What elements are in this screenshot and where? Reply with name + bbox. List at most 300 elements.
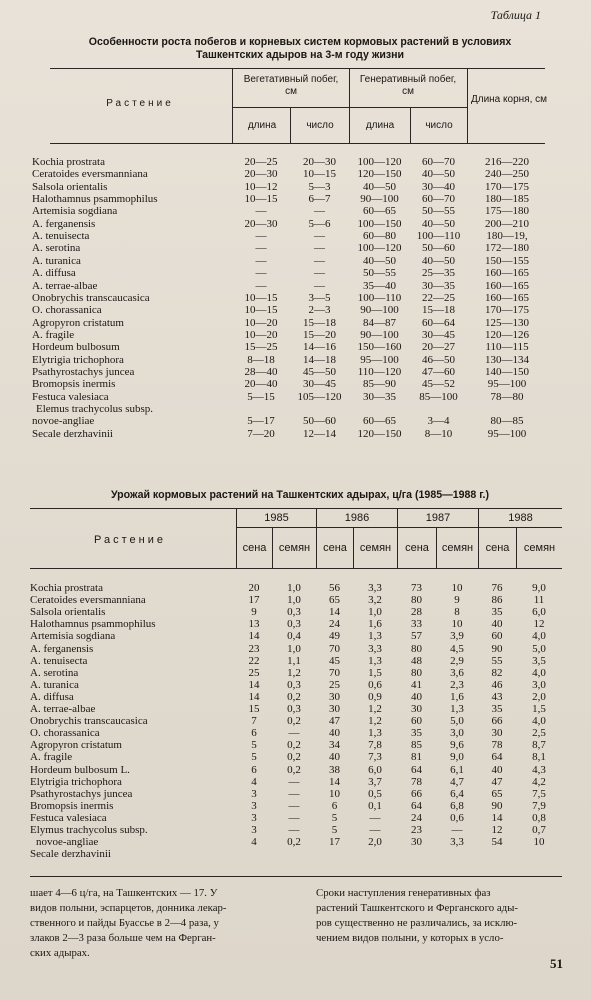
table2-cell: 6,8 (450, 799, 464, 812)
table2-cell: 9 (251, 606, 257, 619)
table2-cell: 33 (411, 618, 422, 631)
plant-name: Kochia prostrata (30, 582, 103, 594)
table-label: Таблица 1 (490, 8, 541, 22)
plant-name: Onobrychis transcaucasica (32, 291, 150, 304)
table2-cell: 1,0 (287, 582, 301, 594)
table2-cell: 30 (329, 690, 340, 703)
table2-row (0, 643, 591, 655)
table2-cell: 46 (491, 678, 503, 691)
table2-cell: 23 (248, 642, 260, 655)
table2-header-plant: Растение (94, 534, 166, 546)
table2-cell: 17 (329, 836, 340, 849)
plant-name: Agropyron cristatum (30, 739, 122, 752)
table2-cell: 64 (411, 799, 422, 812)
table2-cell: 82 (491, 666, 503, 679)
table2-cell: 80 (411, 642, 422, 655)
table2-cell: 70 (329, 642, 340, 655)
plant-name: Halothamnus psammophilus (30, 618, 156, 631)
plant-name: A. ferganensis (30, 642, 94, 655)
table1-cell: — (255, 242, 267, 255)
table2-row (0, 764, 591, 776)
table1-row (0, 304, 591, 316)
table1-cell: 30—45 (422, 328, 455, 341)
table2-row (0, 655, 591, 667)
table1-cell: 90—100 (360, 304, 399, 317)
table1-cell: 30—35 (363, 390, 396, 403)
table1-cell: 160—165 (485, 291, 529, 304)
table2-row (0, 715, 591, 727)
plant-name: Psathyrostachys juncea (30, 787, 133, 800)
table2-cell: 25 (329, 678, 340, 691)
table2-cell: 30 (329, 703, 340, 715)
table1-header-vegetative: Вегетативный побег, см (243, 74, 339, 97)
table1-row (0, 156, 591, 168)
table2-cell: 1,3 (450, 703, 464, 715)
table2-cell: 14 (329, 606, 340, 619)
table2-cell: 8,1 (532, 751, 546, 764)
table1-col-divider (410, 107, 411, 143)
table2-cell: 4,7 (450, 775, 464, 788)
plant-name: novoe-angliae (32, 415, 95, 428)
table2-cell: 14 (491, 811, 503, 824)
table1-cell: 120—150 (357, 427, 402, 440)
table2-cell: 3,3 (450, 836, 464, 849)
table2-sub-seeds: семян (523, 542, 556, 554)
table2-cell: 6,0 (368, 763, 382, 776)
table2-cell: 78 (491, 739, 503, 752)
table2-cell: 0,6 (368, 678, 382, 691)
table2-cell: 64 (491, 751, 503, 764)
footer-left-text (30, 886, 295, 961)
table1-cell: 100—150 (357, 217, 402, 230)
table2-cell: 2,0 (368, 836, 382, 849)
table1-cell: 150—155 (485, 254, 529, 267)
table1-row (0, 292, 591, 304)
table1-row (0, 341, 591, 353)
table1-cell: 8—10 (424, 427, 453, 440)
table2-cell: 22 (248, 654, 260, 667)
table1-cell: 120—150 (357, 168, 402, 181)
table2-cell: 4,0 (532, 630, 546, 643)
table1-cell: 8—18 (247, 353, 275, 366)
plant-name: novoe-angliae (36, 836, 99, 849)
table1-cell: 10—15 (303, 168, 336, 181)
table1-top-rule (50, 68, 545, 69)
table1-cell: 12—14 (303, 427, 336, 440)
table1-col-divider (290, 107, 291, 143)
table2-cell: — (369, 824, 381, 836)
table1-cell: 90—100 (360, 328, 399, 341)
table1-cell: 40—50 (422, 254, 455, 267)
table1-cell: — (255, 279, 267, 292)
table2-sub-hay: сена (323, 542, 347, 554)
table1-cell: 3—5 (308, 291, 331, 304)
table2-cell: 14 (248, 690, 260, 703)
table1-cell: 10—15 (244, 291, 278, 304)
table2-cell: 0,3 (287, 703, 301, 715)
table1-cell: 50—55 (422, 205, 455, 218)
plant-name: A. diffusa (32, 267, 76, 280)
plant-name: Festuca valesiaca (30, 811, 107, 824)
table2-cell: 55 (491, 654, 503, 667)
table1-cell: 22—25 (422, 291, 455, 304)
plant-name: Elytrigia trichophora (30, 775, 122, 788)
table2-cell: 10 (451, 582, 463, 594)
table2-cell: 5 (251, 751, 257, 764)
table1-cell: 10—20 (244, 316, 278, 329)
table2-cell: 90 (491, 642, 503, 655)
table1-row (0, 181, 591, 193)
table2-cell: 30 (411, 703, 422, 715)
table1-row (0, 415, 591, 427)
table2-sub-seeds: семян (359, 542, 392, 554)
table1-cell: 30—40 (422, 180, 455, 193)
text-line: Сроки наступления генеративных фаз (316, 887, 491, 899)
table2-cell: 6,4 (450, 787, 464, 800)
table1-row (0, 378, 591, 390)
table2-cell: 40 (411, 690, 422, 703)
text-line: ров существенно не различались, за исклю- (316, 917, 518, 929)
table2-cell: 1,3 (368, 727, 382, 740)
table2-cell: 56 (329, 582, 340, 594)
table2-cell: 3,3 (368, 582, 382, 594)
table1-col-divider (349, 68, 350, 143)
table1-cell: 50—60 (422, 242, 455, 255)
table1-cell: 80—85 (490, 415, 524, 428)
plant-name: A. turanica (32, 254, 81, 267)
table2-cell: 7 (251, 715, 257, 728)
table1-cell: 40—50 (363, 254, 396, 267)
table1-cell: 100—120 (357, 156, 402, 168)
table2-cell: — (288, 775, 300, 788)
table2-cell: 60 (411, 715, 422, 728)
table2-cell: 7,9 (532, 799, 546, 812)
table1-cell: 10—12 (244, 180, 278, 193)
table1-cell: 170—175 (485, 180, 529, 193)
table2-row (0, 848, 591, 860)
table1-header-rule (50, 143, 545, 144)
table2-cell: 5 (331, 811, 338, 824)
table2-cell: 7,8 (368, 739, 382, 752)
table1-cell: 120—126 (485, 328, 529, 341)
table1-cell: 100—120 (357, 242, 402, 255)
table2-top-rule (30, 508, 562, 509)
plant-name: Ceratoides eversmanniana (32, 168, 148, 181)
table2-header-rule (30, 568, 562, 569)
table2-cell: 30 (491, 727, 503, 740)
table2-cell: 0,8 (532, 811, 546, 824)
table1-cell: 15—18 (422, 304, 455, 317)
table1-cell: 60—70 (422, 156, 455, 168)
table2-row (0, 776, 591, 788)
table2-cell: 4,0 (532, 715, 546, 728)
table2-cell: 4 (251, 775, 257, 788)
table2-cell: 3 (251, 787, 257, 800)
table1-row (0, 428, 591, 440)
plant-name: Salsola orientalis (32, 180, 108, 193)
table2-cell: 1,5 (532, 703, 546, 715)
plant-name: Kochia prostrata (32, 156, 105, 168)
table2-row (0, 788, 591, 800)
table2-cell: 8,7 (532, 739, 546, 752)
table2-cell: 0,2 (287, 690, 301, 703)
table2-cell: 6,0 (532, 606, 546, 619)
table1-header-plant: Растение (106, 98, 174, 109)
table1-cell: — (255, 254, 267, 267)
table1-cell: — (255, 205, 267, 218)
table2-sub-seeds: семян (278, 542, 311, 554)
table2-cell: 24 (329, 618, 340, 631)
plant-name: A. serotina (30, 666, 79, 679)
plant-name: A. tenuisecta (30, 654, 88, 667)
table2-cell: 3,0 (532, 678, 546, 691)
table2-cell: 1,3 (368, 630, 382, 643)
table1-cell: — (314, 254, 325, 267)
table2-cell: 4 (251, 836, 257, 849)
table1-cell: — (314, 230, 325, 243)
table2-cell: 3 (251, 824, 257, 836)
table2-cell: 1,0 (287, 594, 301, 607)
table1-row (0, 366, 591, 378)
table2-cell: 13 (248, 618, 260, 631)
table1-cell: 60—65 (363, 205, 396, 218)
footer-right-text (316, 886, 566, 946)
table1-cell: 60—70 (422, 193, 455, 206)
table1-cell: 85—90 (363, 378, 396, 391)
table2-sub-hay: сена (242, 542, 267, 554)
table2-cell: 0,2 (287, 739, 301, 752)
table1-cell: 125—130 (485, 316, 529, 329)
table2-cell: 6 (331, 799, 338, 812)
table2-header-year-1985: 1985 (264, 512, 289, 524)
table1-cell: — (314, 205, 325, 218)
table2-header-year-1988: 1988 (508, 512, 533, 524)
table1-cell: 10—15 (244, 304, 278, 317)
table1-cell: 15—25 (244, 341, 278, 354)
table2-cell: 0,5 (368, 787, 382, 800)
table1-cell: 200—210 (485, 217, 529, 230)
table2-row (0, 824, 591, 836)
table1-cell: 40—50 (422, 217, 455, 230)
table1-cell: 160—165 (485, 279, 529, 292)
table2-cell: 0,6 (450, 811, 464, 824)
plant-name: A. turanica (30, 678, 79, 691)
table2-cell: 34 (329, 739, 340, 752)
table1-cell: 14—18 (303, 353, 336, 366)
table2-cell: 2,0 (532, 690, 546, 703)
table1-cell: 172—180 (485, 242, 529, 255)
table2-cell: 0,3 (287, 606, 301, 619)
table2-cell: 4,0 (532, 666, 546, 679)
table1-title (50, 36, 550, 62)
table2-cell: 1,1 (287, 654, 301, 667)
table1-row (0, 218, 591, 230)
plant-name: O. chorassanica (30, 727, 100, 740)
table1-row (0, 255, 591, 267)
plant-name: A. fragile (32, 328, 75, 341)
table2-cell: 5 (331, 824, 338, 836)
table2-row (0, 606, 591, 618)
plant-name: Bromopsis inermis (32, 378, 116, 391)
table2-bottom-rule (30, 876, 562, 877)
plant-name: A. serotina (32, 242, 81, 255)
table2-cell: 45 (329, 654, 340, 667)
table1-row (0, 242, 591, 254)
table2-cell: 0,2 (287, 836, 301, 849)
table2-cell: 10 (329, 787, 340, 800)
table1-cell: 45—52 (422, 378, 455, 391)
plant-name: Halothamnus psammophilus (32, 193, 158, 206)
table2-row (0, 836, 591, 848)
table2-cell: 4,5 (450, 642, 464, 655)
table1-cell: 5—15 (247, 390, 275, 403)
table1-col-divider (467, 68, 468, 143)
table1-cell: 20—30 (244, 217, 278, 230)
table1-cell: 35—40 (363, 279, 396, 292)
plant-name: Festuca valesiaca (32, 390, 109, 403)
table1-cell: — (314, 242, 325, 255)
table2-cell: 0,2 (287, 715, 301, 728)
table1-cell: 60—65 (363, 415, 396, 428)
table2-cell: 86 (491, 594, 503, 607)
table2-cell: 65 (329, 594, 340, 607)
table1-cell: 20—27 (422, 341, 455, 354)
table1-cell: 90—100 (360, 193, 399, 206)
table2-cell: 12 (533, 618, 545, 631)
table2-cell: 66 (491, 715, 503, 728)
table2-cell: — (288, 727, 300, 740)
table1-cell: 3—4 (427, 415, 450, 428)
table1-cell: — (314, 267, 325, 280)
table2-sub-hay: сена (405, 542, 429, 554)
table1-row (0, 168, 591, 180)
table1-cell: 5—6 (308, 217, 331, 230)
table1-cell: 46—50 (422, 353, 455, 366)
table2-row (0, 812, 591, 824)
table2-cell: 4,2 (532, 775, 546, 788)
table2-cell: 2,3 (450, 678, 464, 691)
plant-name: A. terrae-albae (30, 703, 96, 715)
plant-name: Elemus trachycolus subsp. (36, 403, 154, 415)
table1-cell: 40—50 (422, 168, 455, 181)
table2-row (0, 703, 591, 715)
table1-cell: 180—19, (486, 230, 528, 243)
table1-row (0, 280, 591, 292)
table1-header-root: Длина корня, см (470, 94, 548, 105)
table1-cell: 180—185 (485, 193, 529, 206)
table1-cell: 50—55 (363, 267, 396, 280)
table2-cell: 40 (491, 618, 503, 631)
table2-cell: 12 (491, 824, 503, 836)
table1-row (0, 354, 591, 366)
table1-cell: 5—17 (247, 415, 275, 428)
table2-cell: 49 (329, 630, 340, 643)
table1-title-line1: Особенности роста побегов и корневых систем кормовых растений в условиях (88, 36, 512, 48)
table2-row (0, 800, 591, 812)
table2-cell: 60 (491, 630, 503, 643)
table2-cell: 80 (411, 594, 422, 607)
table2-cell: 57 (411, 630, 422, 643)
text-line: чением видов полыни, у которых в усло- (316, 932, 504, 944)
plant-name: Salsola orientalis (30, 606, 106, 619)
page-number: 51 (550, 956, 563, 971)
table1-cell: 28—40 (244, 365, 278, 378)
table1-row (0, 317, 591, 329)
table2-header-year-1986: 1986 (344, 512, 370, 524)
table1-cell: 15—20 (303, 328, 336, 341)
table2-cell: 1,0 (287, 642, 301, 655)
table2-cell: 65 (491, 787, 503, 800)
table2-cell: 1,6 (450, 690, 464, 703)
plant-name: Hordeum bulbosum (32, 341, 120, 354)
table1-cell: 150—160 (357, 341, 402, 354)
table2-cell: 90 (491, 799, 503, 812)
table1-row (0, 193, 591, 205)
table2-cell: 0,1 (368, 799, 382, 812)
table2-cell: 30 (411, 836, 422, 849)
table2-cell: 3,3 (368, 642, 382, 655)
table2-cell: 5 (251, 739, 257, 752)
table2-cell: 81 (411, 751, 422, 764)
table2-cell: 73 (411, 582, 422, 594)
plant-name: A. tenuisecta (32, 230, 90, 243)
table2-cell: 1,2 (368, 703, 382, 715)
table2-row (0, 594, 591, 606)
table2-row (0, 582, 591, 594)
table2-row (0, 691, 591, 703)
table2-row (0, 618, 591, 630)
table2-cell: 1,0 (368, 606, 382, 619)
plant-name: Secale derzhavinii (32, 427, 113, 440)
table2-sub-hay: сена (485, 542, 510, 554)
table2-cell: 3,2 (368, 594, 382, 607)
table2-cell: 8 (454, 606, 460, 619)
table1-cell: 7—20 (247, 427, 275, 440)
table2-cell: 78 (411, 775, 422, 788)
table2-row (0, 667, 591, 679)
table2-row (0, 751, 591, 763)
table2-cell: 0,4 (287, 630, 301, 643)
table1-cell: 160—165 (485, 267, 529, 280)
table1-row (0, 205, 591, 217)
table2-cell: 0,2 (287, 763, 301, 776)
plant-name: Psathyrostachys juncea (32, 365, 135, 378)
plant-name: Artemisia sogdiana (32, 205, 118, 218)
table1-cell: 15—18 (303, 316, 336, 329)
table2-header-year-1987: 1987 (425, 512, 451, 524)
text-line: злаков 2—3 раза больше чем на Ферган- (30, 932, 216, 944)
table1-cell: 78—80 (490, 390, 524, 403)
text-line: растений Ташкентского и Ферганского ады- (316, 902, 518, 914)
table2-cell: 25 (248, 666, 260, 679)
table2-cell: 35 (411, 727, 422, 740)
table1-cell: — (255, 230, 267, 243)
table2-cell: 70 (329, 666, 340, 679)
table1-cell: 216—220 (485, 156, 529, 168)
plant-name: Onobrychis transcaucasica (30, 715, 148, 728)
table2-cell: 9,6 (450, 739, 464, 752)
table2-cell: 47 (329, 715, 340, 728)
text-line: видов полыни, эспарцетов, донника лекар- (30, 902, 227, 914)
table2-cell: 14 (248, 678, 260, 691)
table2-cell: — (369, 811, 381, 824)
table2-cell: 1,5 (368, 666, 382, 679)
table1-cell: 170—175 (485, 304, 529, 317)
table1-cell: 110—115 (485, 341, 529, 354)
table2-cell: 40 (329, 727, 340, 740)
table2-sub-seeds: семян (441, 542, 474, 554)
table2-cell: — (288, 787, 300, 800)
